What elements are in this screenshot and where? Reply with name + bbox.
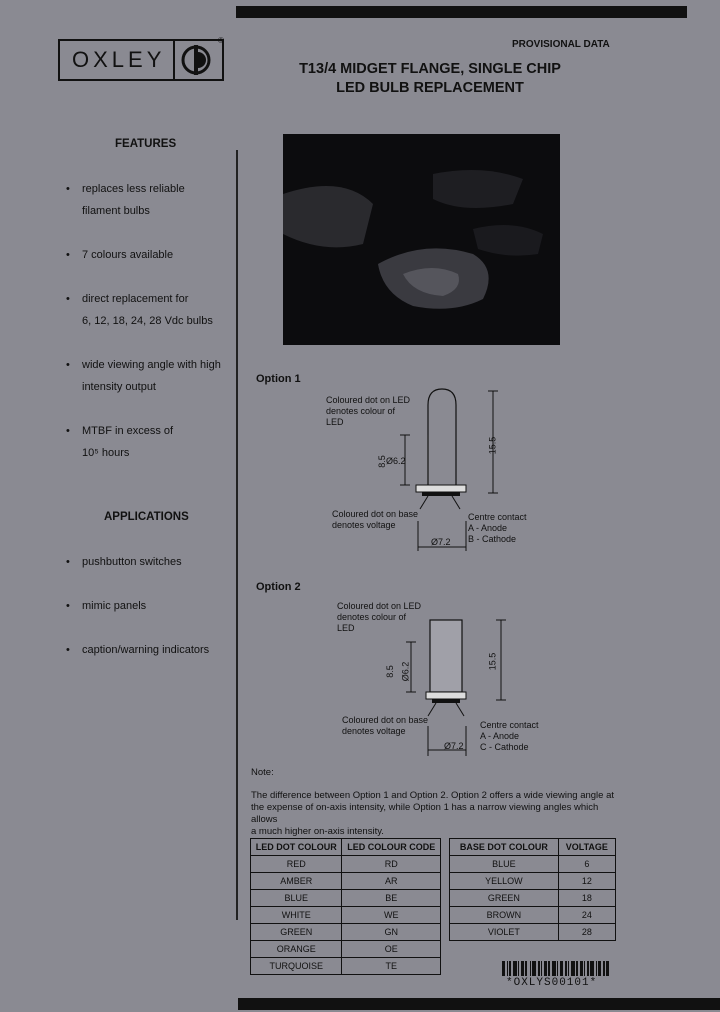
- feature-text: direct replacement for: [82, 293, 189, 305]
- table-cell: BLUE: [450, 856, 559, 873]
- note-line: denotes colour of: [337, 612, 407, 622]
- feature-item: • wide viewing angle with high intensity output: [66, 354, 241, 398]
- feature-text: 10⁵ hours: [82, 447, 130, 459]
- note-line: the expense of on-axis intensity, while Option 1 has a narrow viewing angles which allows: [251, 802, 599, 825]
- table-row: [251, 907, 441, 924]
- feature-item: • direct replacement for 6, 12, 18, 24, 28 Vdc bulbs: [66, 288, 236, 332]
- option1-label: Option 1: [256, 373, 301, 385]
- note-line: denotes colour of: [326, 406, 396, 416]
- note-line: LED: [337, 623, 355, 633]
- table-header-row: [251, 839, 441, 856]
- table-cell: 24: [558, 907, 615, 924]
- table-cell: 28: [558, 924, 615, 941]
- table-cell: 6: [558, 856, 615, 873]
- option1-dim-height: 15.5: [487, 436, 498, 455]
- bottom-rule: [238, 998, 720, 1010]
- table-cell: WE: [342, 907, 441, 924]
- title-line-2: LED BULB REPLACEMENT: [336, 80, 524, 96]
- barcode-text: *OXLYS00101*: [506, 977, 598, 989]
- column-header: VOLTAGE: [558, 839, 615, 856]
- feature-text: MTBF in excess of: [82, 425, 174, 437]
- contact-line: Centre contact: [468, 512, 527, 522]
- option1-dim-body: 8.5: [376, 455, 387, 468]
- applications-heading: APPLICATIONS: [104, 511, 189, 523]
- logo-text: OXLEY: [72, 47, 166, 72]
- top-rule: [236, 6, 687, 18]
- table-row: [251, 958, 441, 975]
- table-cell: ORANGE: [251, 941, 342, 958]
- feature-text: replaces less reliable: [82, 183, 185, 195]
- feature-item: • MTBF in excess of 10⁵ hours: [66, 420, 236, 464]
- option1-contacts: [468, 512, 527, 545]
- option2-dim-body: 8.5: [384, 665, 395, 678]
- note-line: Coloured dot on base: [342, 715, 429, 725]
- option2-contacts: [480, 720, 539, 753]
- feature-text: 6, 12, 18, 24, 28 Vdc bulbs: [82, 315, 213, 327]
- application-text: pushbutton switches: [82, 556, 182, 568]
- table-row: [450, 856, 616, 873]
- table-cell: RED: [251, 856, 342, 873]
- contact-line: Centre contact: [480, 720, 539, 730]
- note-line: denotes voltage: [332, 520, 396, 530]
- option1-base-note: [332, 509, 418, 531]
- table-cell: GREEN: [251, 924, 342, 941]
- page-title: [282, 60, 578, 98]
- note-line: Coloured dot on base: [332, 509, 419, 519]
- note-line: LED: [326, 417, 344, 427]
- feature-item: • 7 colours available: [66, 244, 236, 266]
- features-heading: FEATURES: [115, 138, 177, 150]
- table-cell: 18: [558, 890, 615, 907]
- table-row: [251, 941, 441, 958]
- table-cell: OE: [342, 941, 441, 958]
- note-line: Coloured dot on LED: [337, 601, 422, 611]
- table-cell: 12: [558, 873, 615, 890]
- option1-dim-dia: Ø6.2: [386, 456, 406, 466]
- feature-text: intensity output: [82, 381, 156, 393]
- table-row: [251, 890, 441, 907]
- table-row: [251, 924, 441, 941]
- application-item: • pushbutton switches: [66, 551, 236, 573]
- table-cell: RD: [342, 856, 441, 873]
- contact-line: A - Anode: [468, 523, 508, 533]
- table-header-row: [450, 839, 616, 856]
- product-photo: [283, 134, 560, 345]
- base-voltage-table: [449, 838, 616, 941]
- contact-line: C - Cathode: [480, 742, 529, 752]
- title-line-1: T13/4 MIDGET FLANGE, SINGLE CHIP: [299, 61, 561, 77]
- table-row: [450, 873, 616, 890]
- barcode: [502, 961, 648, 976]
- feature-text: wide viewing angle with high: [82, 359, 221, 371]
- logo-mark-icon: [173, 41, 223, 79]
- option2-dim-height: 15.5: [487, 652, 498, 671]
- table-cell: WHITE: [251, 907, 342, 924]
- note-heading: Note:: [251, 767, 274, 778]
- table-cell: AR: [342, 873, 441, 890]
- contact-line: B - Cathode: [468, 534, 517, 544]
- option2-label: Option 2: [256, 581, 301, 593]
- table-row: [450, 924, 616, 941]
- registered-mark: ®: [218, 36, 224, 45]
- application-text: caption/warning indicators: [82, 644, 210, 656]
- feature-item: • replaces less reliable filament bulbs: [66, 178, 236, 222]
- column-header: BASE DOT COLOUR: [450, 839, 559, 856]
- table-cell: GREEN: [450, 890, 559, 907]
- oxley-logo: [58, 39, 224, 81]
- table-cell: TE: [342, 958, 441, 975]
- column-header: LED COLOUR CODE: [342, 839, 441, 856]
- column-divider: [236, 150, 238, 920]
- application-item: • caption/warning indicators: [66, 639, 236, 661]
- application-text: mimic panels: [82, 600, 147, 612]
- column-header: LED DOT COLOUR: [251, 839, 342, 856]
- note-line: Coloured dot on LED: [326, 395, 411, 405]
- option1-dim-base: Ø7.2: [431, 537, 451, 547]
- table-cell: VIOLET: [450, 924, 559, 941]
- table-row: [450, 907, 616, 924]
- table-cell: BROWN: [450, 907, 559, 924]
- table-row: [251, 856, 441, 873]
- application-item: • mimic panels: [66, 595, 236, 617]
- note-body: [251, 790, 621, 838]
- table-cell: GN: [342, 924, 441, 941]
- option2-base-note: [342, 715, 428, 737]
- table-cell: AMBER: [251, 873, 342, 890]
- note-line: a much higher on-axis intensity.: [251, 826, 384, 837]
- table-row: [251, 873, 441, 890]
- contact-line: A - Anode: [480, 731, 520, 741]
- feature-text: 7 colours available: [82, 249, 174, 261]
- feature-text: filament bulbs: [82, 205, 150, 217]
- note-line: The difference between Option 1 and Option 2. Option 2 offers a wide viewing angle at: [251, 790, 614, 801]
- option2-dim-dia: Ø6.2: [400, 661, 411, 682]
- status-label: PROVISIONAL DATA: [512, 39, 610, 50]
- table-cell: BE: [342, 890, 441, 907]
- table-cell: TURQUOISE: [251, 958, 342, 975]
- table-cell: YELLOW: [450, 873, 559, 890]
- note-line: denotes voltage: [342, 726, 406, 736]
- option2-dim-base: Ø7.2: [444, 741, 464, 751]
- table-cell: BLUE: [251, 890, 342, 907]
- led-colour-table: [250, 838, 441, 975]
- table-row: [450, 890, 616, 907]
